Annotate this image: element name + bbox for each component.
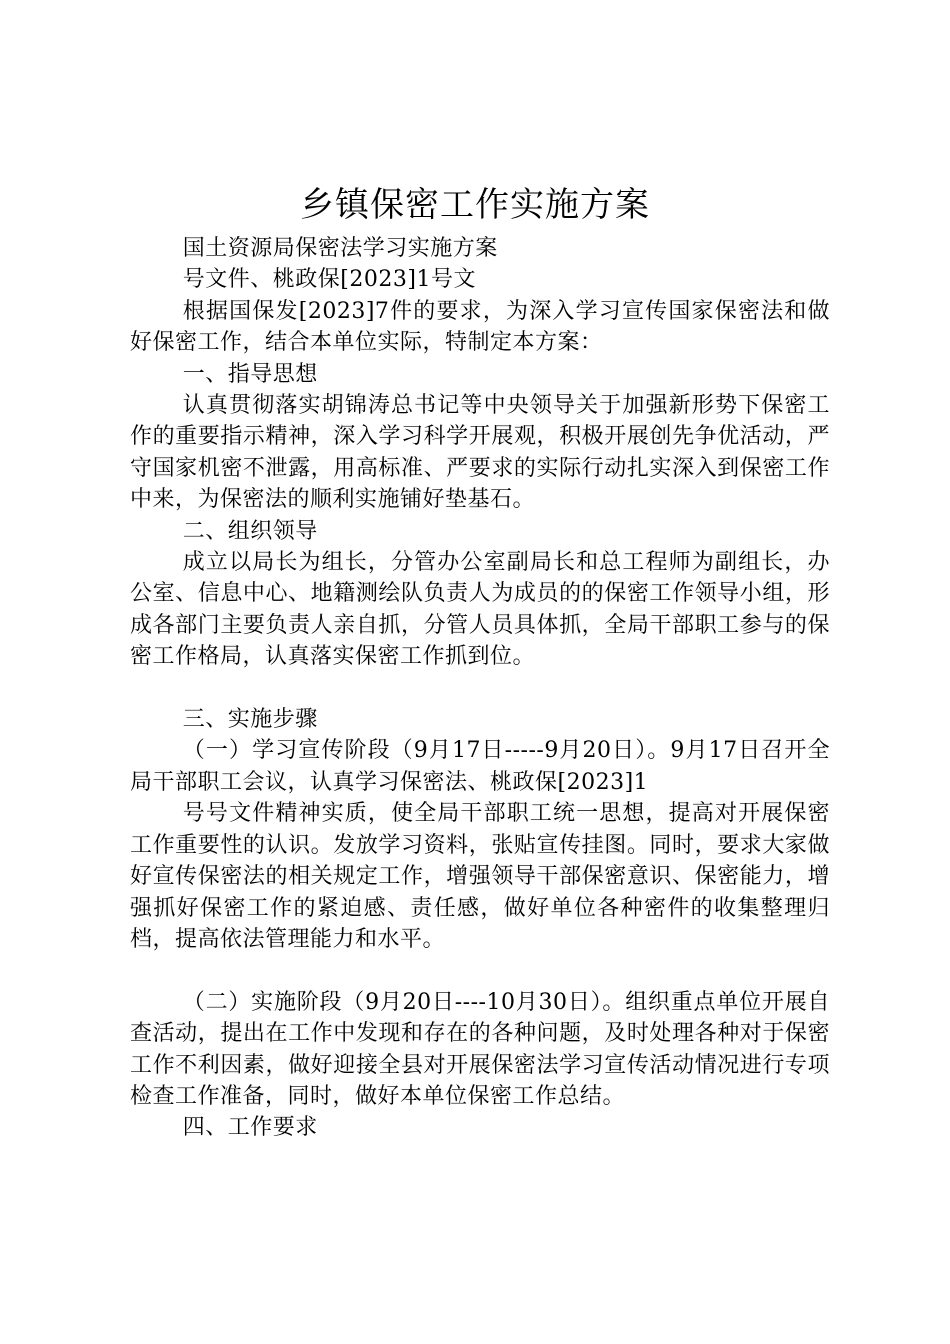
paragraph-guiding-ideology: 认真贯彻落实胡锦涛总书记等中央领导关于加强新形势下保密工作的重要指示精神，深入学习科学开展观，积极开展创先争优活动，严守国家机密不泄露，用高标准、严要求的实际行动扎实深入到保密工作中来，为保密法的顺利实施铺好垫基石。 [130, 393, 830, 513]
heading-implementation-steps: 三、实施步骤 [182, 707, 318, 733]
paragraph-step-one-continued: 号号文件精神实质，使全局干部职工统一思想，提高对开展保密工作重要性的认识。发放学习资料，张贴宣传挂图。同时，要求大家做好宣传保密法的相关规定工作，增强领导干部保密意识、保密能力，增强抓好保密工作的紧迫感、责任感，做好单位各种密件的收集整理归档，提高依法管理能力和水平。 [130, 801, 830, 952]
document-title: 乡镇保密工作实施方案 [300, 185, 650, 225]
paragraph-spacer [130, 955, 830, 986]
heading-work-requirements: 四、工作要求 [182, 1115, 318, 1141]
paragraph-step-one: （一）学习宣传阶段（9月17日-----9月20日）。9月17日召开全局干部职工会议，认真学习保密法、桃政保[2023]1 [130, 738, 830, 795]
paragraph-step-two: （二）实施阶段（9月20日----10月30日）。组织重点单位开展自查活动，提出在工作中发现和存在的各种问题，及时处理各种对于保密工作不利因素，做好迎接全县对开展保密法学习宣传活动情况进行专项检查工作准备，同时，做好本单位保密工作总结。 [130, 989, 830, 1109]
paragraph-organization: 成立以局长为组长，分管办公室副局长和总工程师为副组长，办公室、信息中心、地籍测绘队负责人为成员的的保密工作领导小组，形成各部门主要负责人亲自抓，分管人员具体抓，全局干部职工参与的保密工作格局，认真落实保密工作抓到位。 [130, 550, 830, 670]
paragraph-file-ref: 号文件、桃政保[2023]1号文 [182, 267, 476, 293]
heading-guiding-ideology: 一、指导思想 [182, 361, 318, 387]
paragraph-spacer [130, 673, 830, 704]
paragraph-subtitle: 国土资源局保密法学习实施方案 [182, 236, 498, 261]
paragraph-intro: 根据国保发[2023]7件的要求，为深入学习宣传国家保密法和做好保密工作，结合本单位实际，特制定本方案： [130, 298, 830, 356]
document-body [130, 233, 830, 1144]
heading-organization: 二、组织领导 [182, 518, 318, 544]
